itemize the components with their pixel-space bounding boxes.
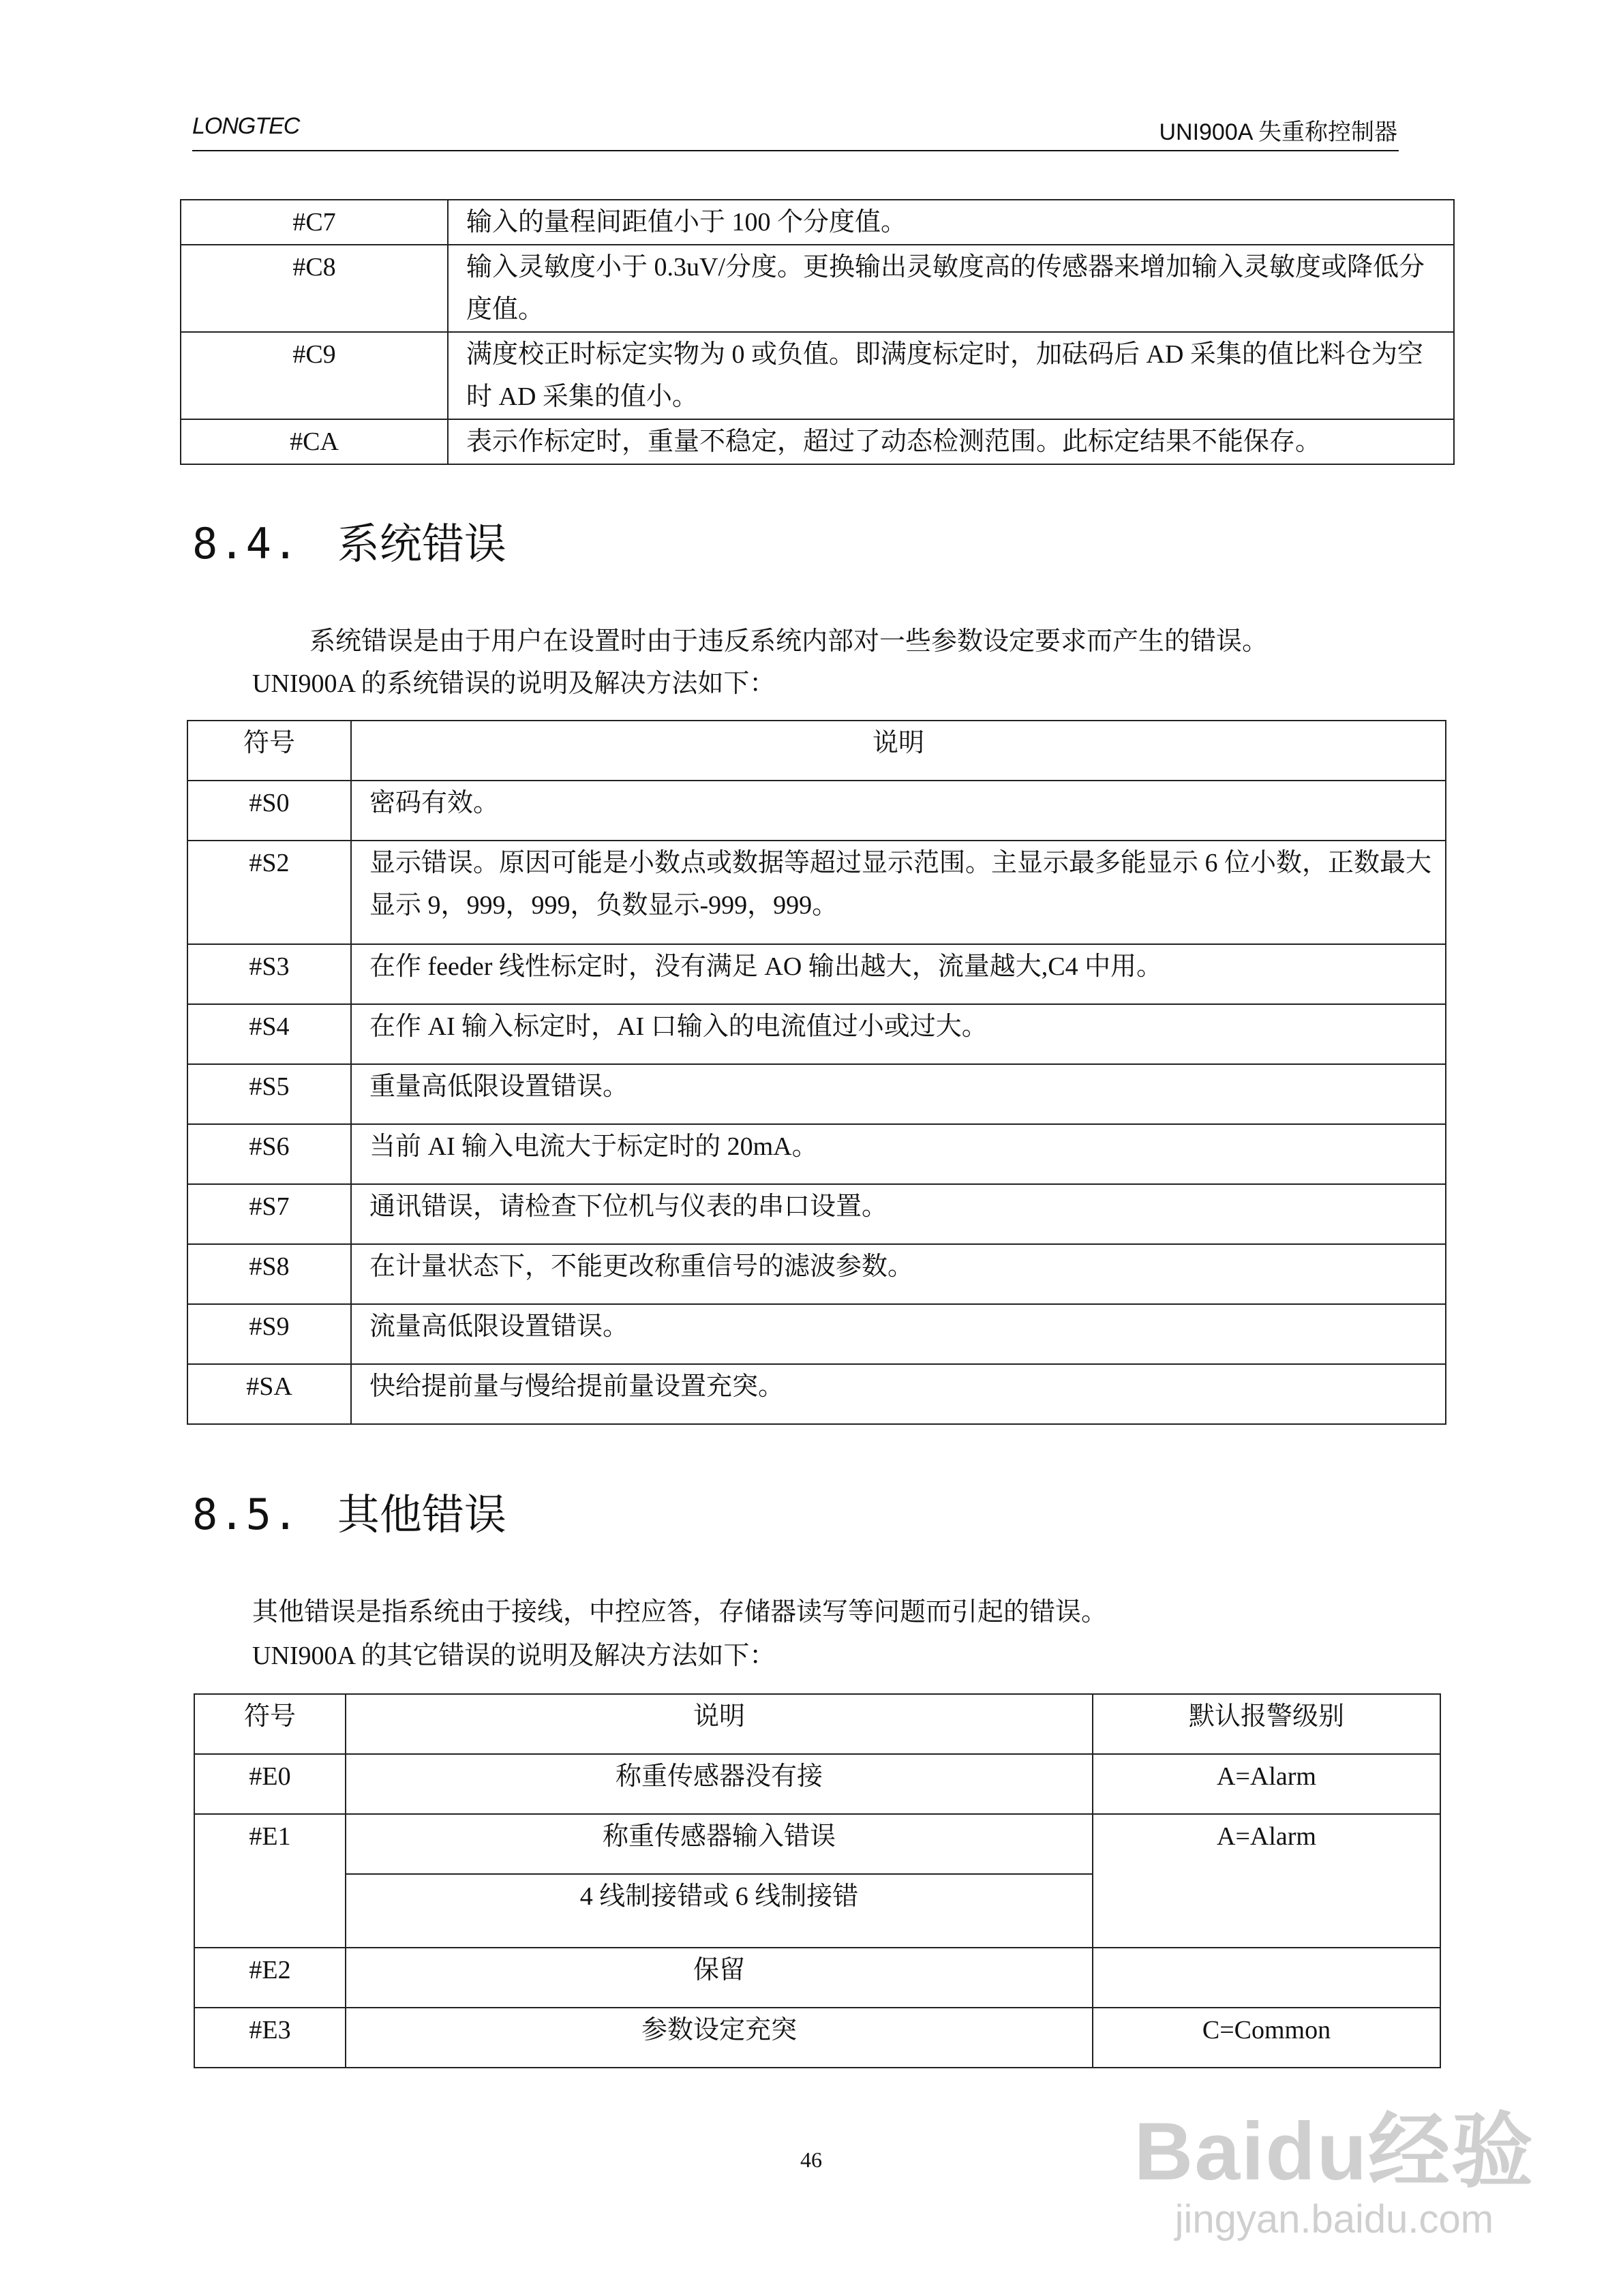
error-description: 在作 feeder 线性标定时，没有满足 AO 输出越大，流量越大,C4 中用。: [351, 944, 1446, 1004]
error-code: #S3: [187, 944, 351, 1004]
error-code: #C8: [181, 245, 448, 332]
error-code: #E1: [194, 1814, 346, 1948]
table-row: [194, 1948, 1440, 2008]
error-code: #S5: [187, 1064, 351, 1124]
calibration-error-table: [180, 199, 1455, 465]
page-number: 46: [800, 2147, 822, 2172]
error-description: 显示错误。原因可能是小数点或数据等超过显示范围。主显示最多能显示 6 位小数，正数最大显示 9，999，999，负数显示-999，999。: [351, 841, 1446, 944]
alarm-level: A=Alarm: [1093, 1754, 1440, 1814]
error-description: 称重传感器没有接: [346, 1754, 1093, 1814]
table-row: [187, 1244, 1446, 1304]
section-title: 其他错误: [337, 1492, 506, 1539]
header-brand: LONGTEC: [192, 113, 300, 139]
baidu-watermark: [1134, 2086, 1534, 2242]
error-code: #S2: [187, 841, 351, 944]
error-code: #C9: [181, 332, 448, 419]
table-row: [181, 245, 1454, 332]
table-row: [187, 1364, 1446, 1424]
table-row: [187, 1064, 1446, 1124]
error-code: #S4: [187, 1004, 351, 1064]
error-description: 参数设定充突: [346, 2008, 1093, 2068]
section-paragraph: 其他错误是指系统由于接线，中控应答，存储器读写等问题而引起的错误。: [252, 1598, 1108, 1627]
error-description: 通讯错误，请检查下位机与仪表的串口设置。: [351, 1184, 1446, 1244]
error-code: #S9: [187, 1304, 351, 1364]
error-description: 输入灵敏度小于 0.3uV/分度。更换输出灵敏度高的传感器来增加输入灵敏度或降低分度值。: [448, 245, 1454, 332]
error-description: 密码有效。: [351, 781, 1446, 841]
system-error-table: [187, 720, 1446, 1425]
table-row: [187, 1004, 1446, 1064]
error-code: #S8: [187, 1244, 351, 1304]
error-description: 当前 AI 输入电流大于标定时的 20mA。: [351, 1124, 1446, 1184]
column-header: 符号: [187, 721, 351, 781]
error-code: #E2: [194, 1948, 346, 2008]
watermark-brand: Baidu经验: [1134, 2106, 1534, 2197]
column-header: 说明: [346, 1694, 1093, 1754]
error-code: #E3: [194, 2008, 346, 2068]
error-description: 保留: [346, 1948, 1093, 2008]
section-paragraph: 系统错误是由于用户在设置时由于违反系统内部对一些参数设定要求而产生的错误。: [309, 627, 1269, 656]
error-code: #S6: [187, 1124, 351, 1184]
table-row: [187, 1304, 1446, 1364]
table-row: [187, 841, 1446, 944]
table-row: [194, 1754, 1440, 1814]
section-paragraph: UNI900A 的其它错误的说明及解决方法如下：: [252, 1642, 776, 1670]
other-error-table: [194, 1693, 1441, 2068]
column-header: 默认报警级别: [1093, 1694, 1440, 1754]
error-description: 在作 AI 输入标定时，AI 口输入的电流值过小或过大。: [351, 1004, 1446, 1064]
alarm-level: [1093, 1948, 1440, 2008]
error-code: #SA: [187, 1364, 351, 1424]
table-header-row: [194, 1694, 1440, 1754]
section-number: 8.5.: [192, 1490, 300, 1539]
header-divider: [192, 150, 1399, 151]
section-heading-8-5: [192, 1481, 506, 1541]
alarm-level: A=Alarm: [1093, 1814, 1440, 1948]
section-heading-8-4: [192, 510, 506, 571]
table-row: [187, 1184, 1446, 1244]
section-paragraph: UNI900A 的系统错误的说明及解决方法如下：: [252, 669, 776, 698]
table-header-row: [187, 721, 1446, 781]
table-row: [194, 1814, 1440, 1874]
error-code: #CA: [181, 419, 448, 464]
table-row: [187, 781, 1446, 841]
table-row: [181, 200, 1454, 245]
error-description: 输入的量程间距值小于 100 个分度值。: [448, 200, 1454, 245]
table-row: [181, 419, 1454, 464]
alarm-level: C=Common: [1093, 2008, 1440, 2068]
column-header: 说明: [351, 721, 1446, 781]
error-code: #S7: [187, 1184, 351, 1244]
error-description: 流量高低限设置错误。: [351, 1304, 1446, 1364]
error-code: #S0: [187, 781, 351, 841]
table-row: [187, 944, 1446, 1004]
error-description: 快给提前量与慢给提前量设置充突。: [351, 1364, 1446, 1424]
watermark-url: jingyan.baidu.com: [1174, 2197, 1494, 2241]
table-row: [187, 1124, 1446, 1184]
header-product-title: UNI900A 失重称控制器: [1159, 119, 1397, 145]
column-header: 符号: [194, 1694, 346, 1754]
error-code: #E0: [194, 1754, 346, 1814]
error-description: 重量高低限设置错误。: [351, 1064, 1446, 1124]
error-code: #C7: [181, 200, 448, 245]
error-description: 表示作标定时，重量不稳定，超过了动态检测范围。此标定结果不能保存。: [448, 419, 1454, 464]
section-number: 8.4.: [192, 519, 300, 569]
table-row: [181, 332, 1454, 419]
error-description: 满度校正时标定实物为 0 或负值。即满度标定时，加砝码后 AD 采集的值比料仓为空时 AD 采集的值小。: [448, 332, 1454, 419]
error-description: 在计量状态下，不能更改称重信号的滤波参数。: [351, 1244, 1446, 1304]
table-row: [194, 2008, 1440, 2068]
error-description: 称重传感器输入错误: [346, 1814, 1093, 1874]
section-title: 系统错误: [337, 522, 506, 568]
error-description: 4 线制接错或 6 线制接错: [346, 1874, 1093, 1948]
